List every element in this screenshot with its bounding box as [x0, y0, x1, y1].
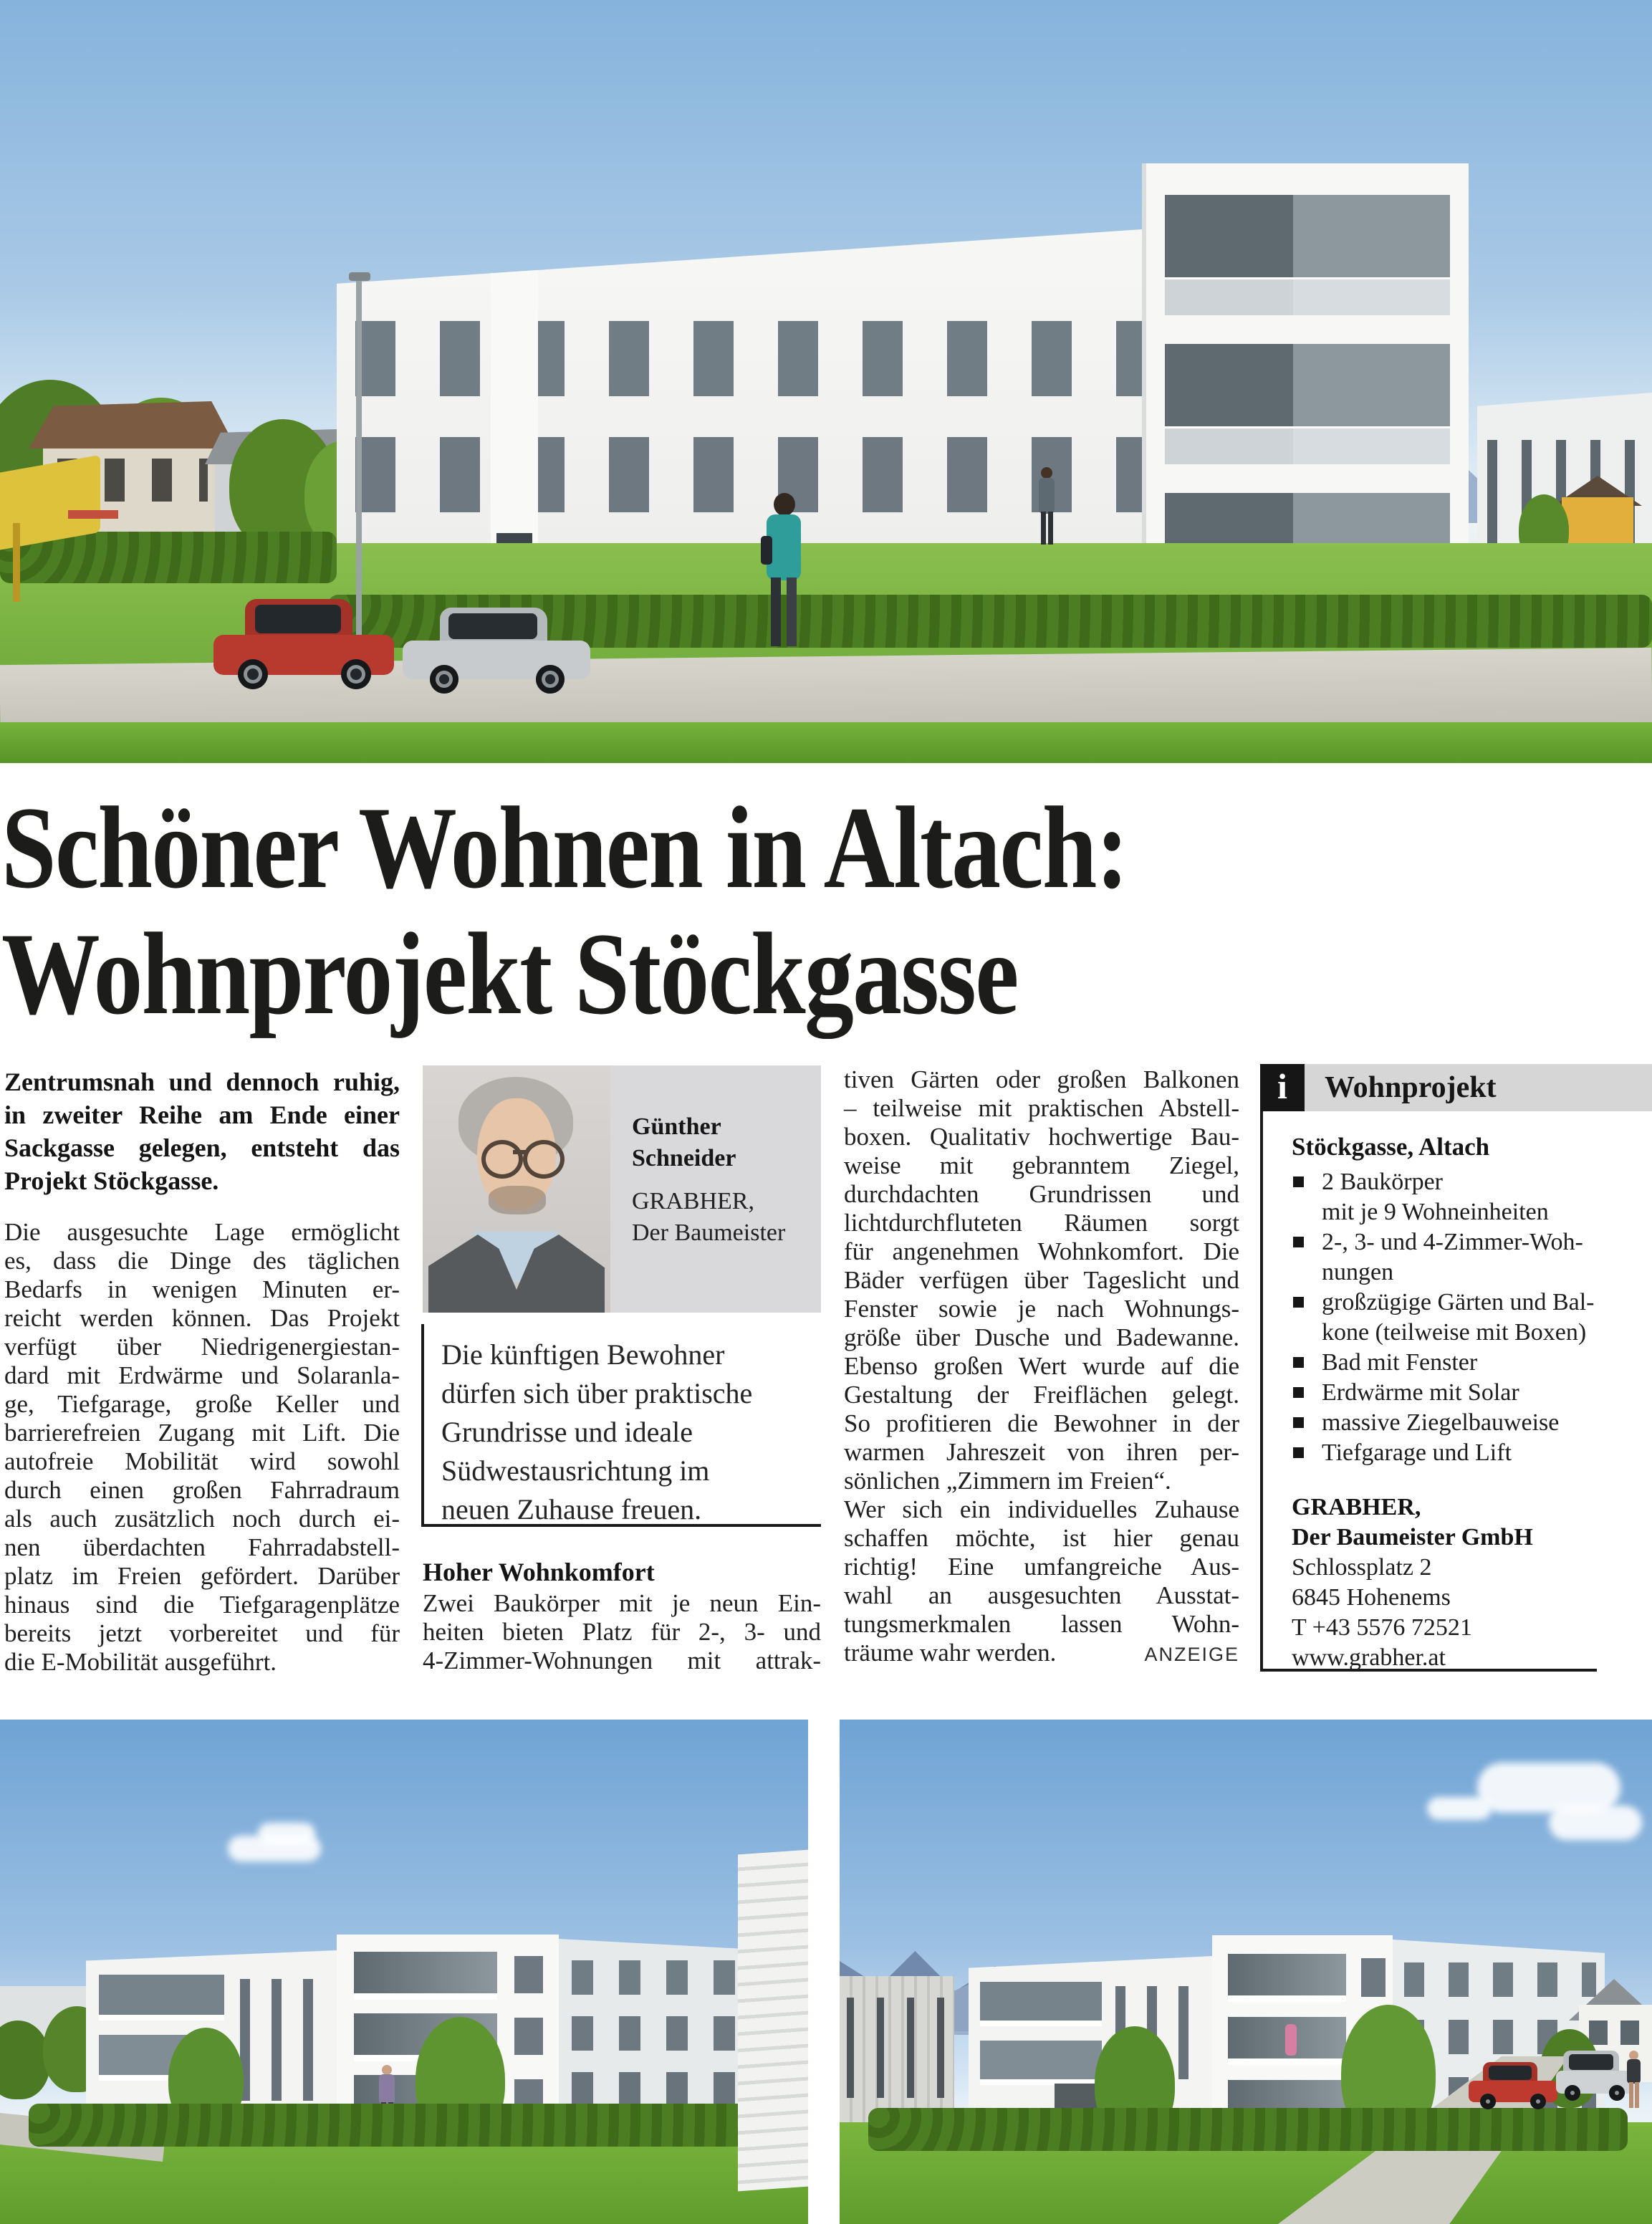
- infobox-subtitle: Stöckgasse, Altach: [1292, 1133, 1490, 1161]
- car-window: [1569, 2054, 1613, 2070]
- person-head: [1041, 467, 1052, 479]
- infobox-item: [1292, 1167, 1641, 1227]
- body-line: weise mit gebranntem Ziegel,: [844, 1151, 1239, 1179]
- car-wheel: [341, 659, 371, 689]
- quote-line: Grundrisse und ideale: [441, 1416, 693, 1448]
- body-line: Die ausgesuchte Lage ermöglicht: [4, 1218, 400, 1246]
- body-line: heiten bieten Platz für 2-, 3- und: [423, 1618, 821, 1646]
- person-torso: [1627, 2059, 1641, 2084]
- body-line: schaffen möchte, ist hier genau: [844, 1524, 1239, 1552]
- window: [514, 1956, 543, 2114]
- headline-line1: Schöner Wohnen in Altach:: [1, 783, 1128, 913]
- lamp-head: [349, 272, 370, 281]
- play-frame: [68, 510, 118, 519]
- car-wheel: [1530, 2094, 1546, 2109]
- person-leg: [1048, 512, 1053, 545]
- car-wheel: [1480, 2094, 1496, 2109]
- body-line: nen überdachten Fahrradabstell-: [4, 1533, 400, 1561]
- infobox: [1260, 1064, 1652, 1672]
- balcony-balustrade: [1165, 426, 1450, 464]
- balcony-cell: [354, 1952, 497, 2000]
- caption-name: Günther: [632, 1113, 721, 1140]
- infobox-contact: [1292, 1492, 1641, 1673]
- body-line: richtig! Eine umfangreiche Aus-: [844, 1553, 1239, 1581]
- infobox-left-rule: [1260, 1111, 1263, 1669]
- apartment-building: [969, 1956, 1212, 2127]
- body-line: tiven Gärten oder großen Balkonen: [844, 1065, 1239, 1093]
- infobox-item-line: Erdwärme mit Solar: [1322, 1379, 1519, 1406]
- info-icon-glyph: i: [1277, 1066, 1287, 1106]
- infobox-titlebar: [1305, 1064, 1652, 1111]
- slat-structure: [738, 1850, 808, 2192]
- infobox-content: [1292, 1131, 1641, 1673]
- window-row: [1404, 1962, 1596, 1997]
- anzeige-label: ANZEIGE: [1144, 1644, 1239, 1665]
- car-wheel: [536, 665, 565, 694]
- canopy-pole: [13, 523, 20, 602]
- person-torso: [1039, 478, 1055, 514]
- contact-website: www.grabher.at: [1292, 1644, 1446, 1671]
- infobox-title: Wohnprojekt: [1325, 1071, 1497, 1104]
- pull-quote: [421, 1324, 821, 1527]
- balcony-cell: [980, 1982, 1102, 2026]
- headline-line2: Wohnprojekt Stöckgasse: [1, 909, 1018, 1039]
- body-line: Bäder verfügen über Tageslicht und: [844, 1266, 1239, 1294]
- body-line: Fenster sowie je nach Wohnungs-: [844, 1295, 1239, 1323]
- contact-line: Der Baumeister GmbH: [1292, 1524, 1533, 1550]
- cloud: [1427, 1797, 1492, 1820]
- person-leg: [787, 577, 797, 646]
- body-line: platz im Freien gefördert. Darüber: [4, 1562, 400, 1590]
- car-wheel: [1565, 2085, 1580, 2101]
- intro-line: Sackgasse gelegen, entsteht das: [4, 1133, 400, 1162]
- article-column-2: [423, 1589, 821, 1675]
- window-row: [572, 1960, 758, 1995]
- balcony-cell: [1228, 1954, 1346, 2002]
- infobox-item-line: Bad mit Fenster: [1322, 1349, 1478, 1376]
- glasses: [481, 1140, 523, 1179]
- body-line: boxen. Qualitativ hochwertige Bau-: [844, 1123, 1239, 1151]
- body-line: als auch zusätzlich noch durch ei-: [4, 1505, 400, 1533]
- contact-line: Schlossplatz 2: [1292, 1554, 1432, 1581]
- body-line: für angenehmen Wohnkomfort. Die: [844, 1237, 1239, 1265]
- body-line: verfügt über Niedrigenergiestan-: [4, 1333, 400, 1361]
- car-window: [255, 605, 341, 633]
- infobox-item: [1292, 1408, 1641, 1438]
- rendering-photo-left: [0, 1720, 808, 2224]
- car-wheel: [1609, 2085, 1625, 2101]
- apartment-building-large: [337, 1932, 767, 2132]
- window-slits: [240, 1979, 330, 2101]
- infobox-item-line: 2 Baukörper: [1322, 1169, 1444, 1195]
- infobox-item-line: nungen: [1322, 1259, 1394, 1285]
- infobox-item-line: Tiefgarage und Lift: [1322, 1439, 1512, 1466]
- infobox-item-line: 2-, 3- und 4-Zimmer-Woh-: [1322, 1229, 1583, 1255]
- person-leg: [1041, 512, 1046, 545]
- body-line: dard mit Erdwärme und Solaranla-: [4, 1361, 400, 1389]
- body-line: durchdachten Grundrissen und: [844, 1180, 1239, 1208]
- infobox-item: [1292, 1438, 1641, 1468]
- portrait-photo: [423, 1065, 610, 1313]
- body-line: reicht werden können. Das Projekt: [4, 1304, 400, 1332]
- infobox-item: [1292, 1378, 1641, 1408]
- intro-line: Projekt Stöckgasse.: [4, 1166, 219, 1195]
- quote-line: dürfen sich über praktische: [441, 1377, 753, 1409]
- red-car: [213, 599, 394, 686]
- balcony-cell: [99, 1975, 224, 2021]
- hero-photo: [0, 0, 1652, 763]
- person-head: [382, 2065, 392, 2075]
- pedestrian-small: [1626, 2051, 1642, 2108]
- caption-name: Schneider: [632, 1145, 736, 1171]
- person-leg: [1635, 2082, 1639, 2108]
- window: [1589, 2021, 1608, 2045]
- body-line: barrierefreien Zugang mit Lift. Die: [4, 1419, 400, 1447]
- person-head: [774, 493, 795, 516]
- body-line: Gestaltung der Freiflächen gelegt.: [844, 1381, 1239, 1409]
- body-line: Zwei Baukörper mit je neun Ein-: [423, 1589, 821, 1617]
- window: [1620, 2021, 1639, 2045]
- intro-paragraph: [4, 1065, 400, 1197]
- contact-line: 6845 Hohenems: [1292, 1584, 1451, 1611]
- person-leg: [1629, 2082, 1633, 2108]
- hedge-row: [868, 2108, 1628, 2151]
- portrait-block: [423, 1065, 821, 1313]
- body-line: lichtdurchfluteten Räumen sorgt: [844, 1209, 1239, 1237]
- body-line: 4-Zimmer-Wohnungen mit attrak-: [423, 1647, 821, 1674]
- infobox-item: [1292, 1348, 1641, 1378]
- body-line: Wer sich ein individuelles Zuhause: [844, 1495, 1239, 1523]
- balcony-balustrade: [1165, 277, 1450, 315]
- person-on-balcony: [1285, 2024, 1297, 2056]
- quote-line: Südwestausrichtung im: [441, 1454, 710, 1487]
- contact-line: GRABHER,: [1292, 1494, 1421, 1520]
- info-icon: [1260, 1064, 1305, 1111]
- body-line: es, dass die Dinge des täglichen: [4, 1247, 400, 1275]
- balcony-cell: [1165, 195, 1450, 315]
- article-column-3: [844, 1065, 1239, 1667]
- car-wheel: [430, 665, 458, 694]
- balcony-cell: [980, 2041, 1102, 2085]
- window-slits: [847, 1998, 947, 2098]
- article-column-1: [4, 1218, 400, 1677]
- body-line: durch einen großen Fahrradraum: [4, 1476, 400, 1504]
- glasses: [523, 1140, 565, 1179]
- infobox-item: [1292, 1227, 1641, 1288]
- quote-line: Die künftigen Bewohner: [441, 1338, 725, 1371]
- body-line: Ebenso großen Wert wurde auf die: [844, 1352, 1239, 1380]
- person-bag: [761, 536, 772, 565]
- portrait-caption: [610, 1065, 821, 1313]
- body-line: träume wahr werden.: [844, 1639, 1057, 1667]
- silver-suv: [1556, 2051, 1633, 2101]
- car-wheel: [238, 659, 268, 689]
- body-line: autofreie Mobilität wird sowohl: [4, 1447, 400, 1475]
- intro-line: in zweiter Reihe am Ende einer: [4, 1101, 400, 1129]
- body-line: die E-Mobilität ausgeführt.: [4, 1648, 277, 1676]
- body-line: – teilweise mit praktischen Abstell-: [844, 1094, 1239, 1122]
- intro-line: Zentrumsnah und dennoch ruhig,: [4, 1068, 400, 1096]
- body-line: warmen Jahreszeit von ihren per-: [844, 1438, 1239, 1466]
- glasses-bridge: [513, 1150, 526, 1154]
- infobox-item-line: mit je 9 Wohneinheiten: [1322, 1199, 1549, 1225]
- car-window: [448, 613, 537, 639]
- slat-building: [840, 1976, 954, 2123]
- person-leg: [771, 577, 781, 646]
- balcony-cell: [1165, 344, 1450, 464]
- page-title: [1, 785, 1342, 1037]
- infobox-item-line: großzügige Gärten und Bal-: [1322, 1289, 1595, 1315]
- contact-phone: T +43 5576 72521: [1292, 1614, 1472, 1641]
- building-face-side: [559, 1939, 767, 2127]
- silver-car: [403, 608, 590, 691]
- infobox-item-line: massive Ziegelbauweise: [1322, 1409, 1560, 1436]
- pedestrian-woman: [761, 493, 811, 654]
- person-stubble: [489, 1186, 546, 1214]
- rendering-photo-right: [840, 1720, 1652, 2224]
- cloud: [258, 1823, 315, 1844]
- car-window: [1489, 2066, 1532, 2080]
- section-subhead: Hoher Wohnkomfort: [423, 1558, 655, 1586]
- infobox-item-line: kone (teilweise mit Boxen): [1322, 1319, 1587, 1346]
- body-line: Bedarfs in wenigen Minuten er-: [4, 1275, 400, 1303]
- body-line: hinaus sind die Tiefgaragenplätze: [4, 1591, 400, 1619]
- hedge-row: [29, 2104, 762, 2147]
- body-line: sönlichen „Zimmern im Freien“.: [844, 1467, 1171, 1495]
- body-line: ge, Tiefgarage, große Keller und: [4, 1390, 400, 1418]
- window-row: [572, 2016, 758, 2051]
- lawn-foreground: [0, 722, 1652, 763]
- caption-org: Der Baumeister: [632, 1219, 786, 1246]
- red-car: [1469, 2062, 1557, 2109]
- house-roof: [29, 401, 236, 449]
- caption-org: GRABHER,: [632, 1188, 754, 1214]
- body-line: tungsmerkmalen lassen Wohn-: [844, 1610, 1239, 1638]
- pedestrian-small: [1037, 467, 1056, 546]
- body-line: bereits jetzt vorbereitet und für: [4, 1619, 400, 1647]
- balcony-cell: [1228, 2017, 1346, 2065]
- person-torso: [379, 2074, 395, 2104]
- body-line: größe über Dusche und Badewanne.: [844, 1323, 1239, 1351]
- quote-line: neuen Zuhause freuen.: [441, 1493, 702, 1525]
- body-line: So profitieren die Bewohner in der: [844, 1409, 1239, 1437]
- body-line: wahl an ausgesuchten Ausstat-: [844, 1581, 1239, 1609]
- infobox-item: [1292, 1288, 1641, 1348]
- cloud: [1549, 1806, 1642, 1840]
- window-row: [355, 321, 1157, 396]
